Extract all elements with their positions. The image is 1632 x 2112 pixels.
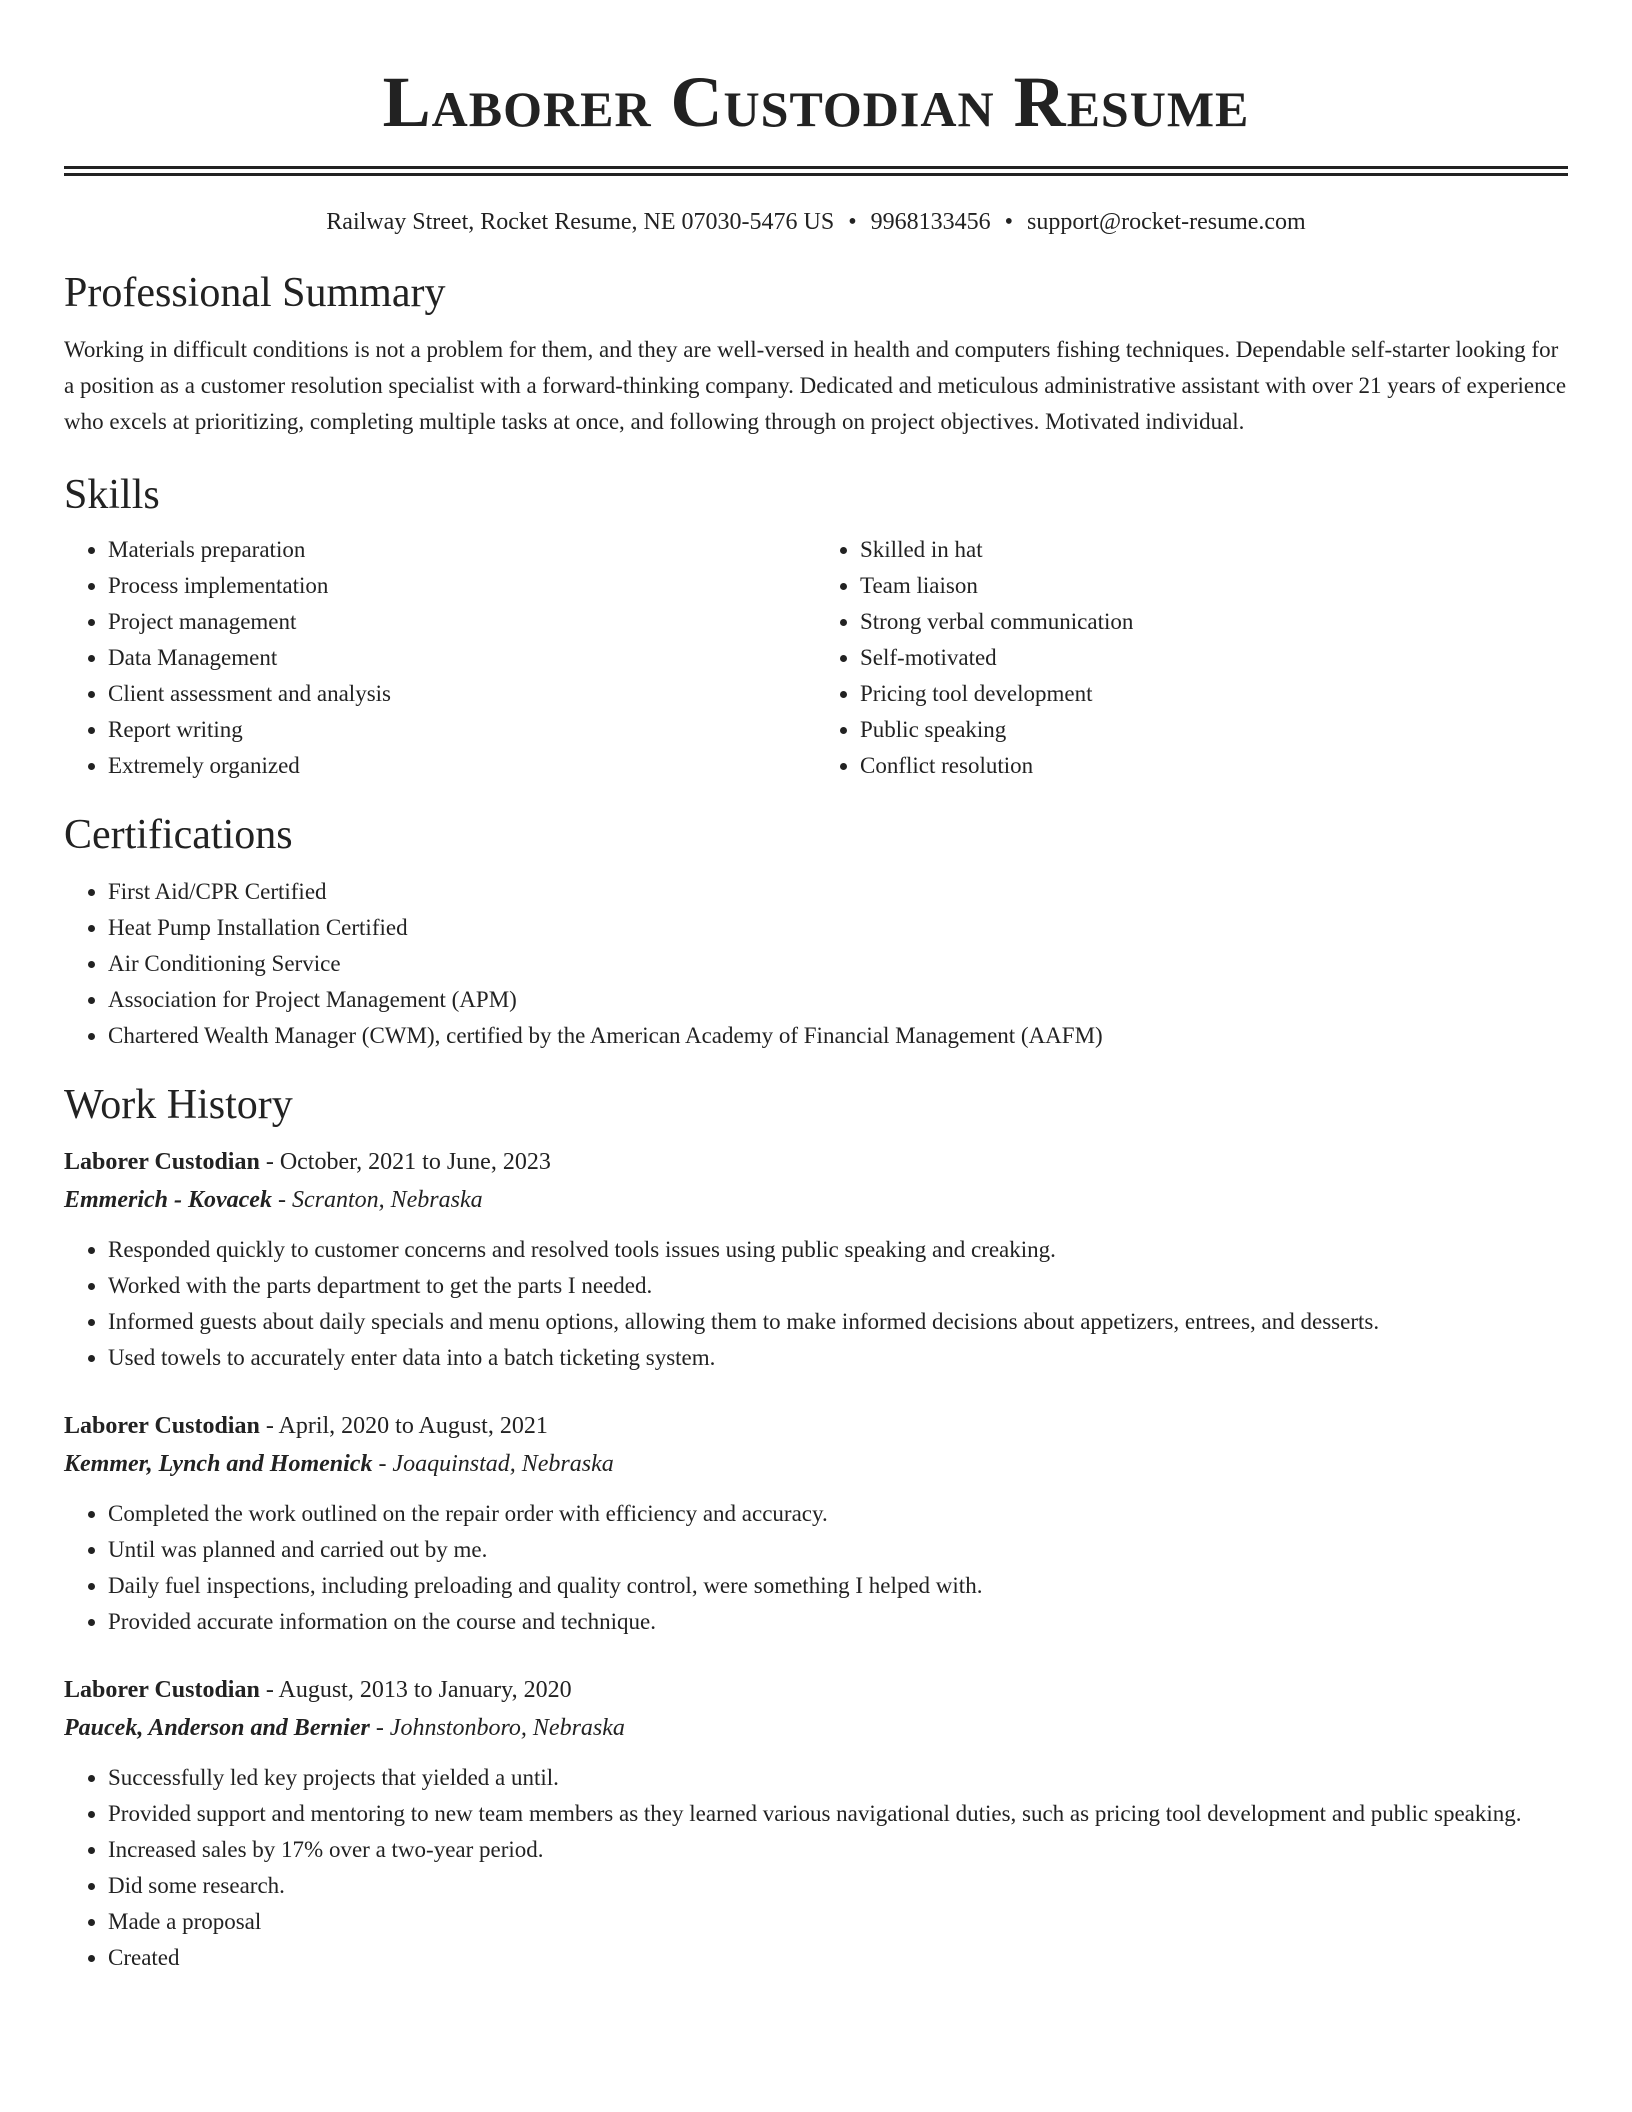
job-title-line — [64, 1672, 1568, 1708]
job-location: - Joaquinstad, Nebraska — [372, 1451, 614, 1477]
job-bullet: • Worked with the parts department to get the parts I needed. — [108, 1268, 1568, 1304]
job-bullet: • Provided support and mentoring to new team members as they learned various navigational duties, such as pricing tool development and public speaking. — [108, 1796, 1568, 1832]
skill-item: • Pricing tool development — [860, 676, 1568, 712]
job-bullet: • Increased sales by 17% over a two-year period. — [108, 1832, 1568, 1868]
skill-item: • Team liaison — [860, 568, 1568, 604]
job-bullet: • Informed guests about daily specials and menu options, allowing them to make informed decisions about appetizers, entrees, and desserts. — [108, 1304, 1568, 1340]
job-dates: - April, 2020 to August, 2021 — [259, 1413, 548, 1439]
certifications-heading: Certifications — [64, 812, 293, 858]
skills-columns — [64, 532, 1568, 784]
job-entry — [64, 1408, 1568, 1640]
job-bullet: • Provided accurate information on the course and technique. — [108, 1604, 1568, 1640]
job-bullet: • Made a proposal — [108, 1904, 1568, 1940]
job-bullet: • Responded quickly to customer concerns and resolved tools issues using public speaking and creaking. — [108, 1232, 1568, 1268]
certifications-list — [64, 874, 1568, 1054]
resume-page — [64, 0, 1568, 1976]
skills-right-list — [816, 532, 1568, 784]
skill-item: • Client assessment and analysis — [108, 676, 816, 712]
job-bullet: • Created — [108, 1940, 1568, 1976]
skill-item: • Skilled in hat — [860, 532, 1568, 568]
certification-item: • Heat Pump Installation Certified — [108, 910, 1568, 946]
job-title-line — [64, 1144, 1568, 1180]
skill-item: • Extremely organized — [108, 748, 816, 784]
job-title: Laborer Custodian — [64, 1149, 260, 1175]
job-dates: - August, 2013 to January, 2020 — [259, 1677, 572, 1703]
job-bullet: • Daily fuel inspections, including preloading and quality control, were something I helped with. — [108, 1568, 1568, 1604]
job-company-line — [64, 1708, 1568, 1748]
certification-item: • Association for Project Management (APM) — [108, 982, 1568, 1018]
job-title-line — [64, 1408, 1568, 1444]
job-bullet: • Completed the work outlined on the repair order with efficiency and accuracy. — [108, 1496, 1568, 1532]
job-company: Emmerich - Kovacek — [64, 1187, 272, 1213]
certification-item: • First Aid/CPR Certified — [108, 874, 1568, 910]
skill-item: • Public speaking — [860, 712, 1568, 748]
skill-item: • Report writing — [108, 712, 816, 748]
contact-email: support@rocket-resume.com — [1027, 209, 1306, 235]
skill-item: • Data Management — [108, 640, 816, 676]
job-bullets — [64, 1232, 1568, 1376]
job-bullet: • Until was planned and carried out by me. — [108, 1532, 1568, 1568]
job-entry — [64, 1144, 1568, 1376]
skill-item: • Conflict resolution — [860, 748, 1568, 784]
skills-left-list — [64, 532, 816, 784]
contact-separator: • — [848, 209, 857, 235]
job-location: - Johnstonboro, Nebraska — [369, 1715, 625, 1741]
job-title: Laborer Custodian — [64, 1413, 260, 1439]
skill-item: • Strong verbal communication — [860, 604, 1568, 640]
skill-item: • Materials preparation — [108, 532, 816, 568]
job-entry — [64, 1672, 1568, 1976]
skill-item: • Project management — [108, 604, 816, 640]
certification-item: • Chartered Wealth Manager (CWM), certified by the American Academy of Financial Management (AAFM) — [108, 1018, 1568, 1054]
job-company: Kemmer, Lynch and Homenick — [64, 1451, 373, 1477]
work-history-heading: Work History — [64, 1082, 293, 1128]
job-bullet: • Used towels to accurately enter data into a batch ticketing system. — [108, 1340, 1568, 1376]
job-bullet: • Did some research. — [108, 1868, 1568, 1904]
summary-text: Working in difficult conditions is not a problem for them, and they are well-versed in health and computers fishing techniques. Dependable self-starter looking for a position as a customer resolution specialist with a forward-thinking company. Dedicated and meticulous administrative assistant with over 21 years of experience who excels at prioritizing, completing multiple tasks at once, and following through on project objectives. Motivated individual. — [64, 337, 1567, 434]
page-title: Laborer Custodian Resume — [382, 62, 1250, 142]
contact-address: Railway Street, Rocket Resume, NE 07030-5476 US — [326, 209, 835, 235]
skill-item: • Self-motivated — [860, 640, 1568, 676]
title-divider — [64, 166, 1568, 176]
job-bullets — [64, 1496, 1568, 1640]
job-title: Laborer Custodian — [64, 1677, 260, 1703]
job-dates: - October, 2021 to June, 2023 — [259, 1149, 551, 1175]
job-bullet: • Successfully led key projects that yielded a until. — [108, 1760, 1568, 1796]
job-bullets — [64, 1760, 1568, 1976]
contact-line — [64, 206, 1568, 238]
job-company-line — [64, 1444, 1568, 1484]
job-location: - Scranton, Nebraska — [271, 1187, 483, 1213]
summary-heading: Professional Summary — [64, 270, 446, 316]
certification-item: • Air Conditioning Service — [108, 946, 1568, 982]
job-company-line — [64, 1180, 1568, 1220]
contact-phone: 9968133456 — [870, 209, 991, 235]
skills-heading: Skills — [64, 472, 160, 518]
job-company: Paucek, Anderson and Bernier — [64, 1715, 370, 1741]
contact-separator: • — [1004, 209, 1014, 235]
skill-item: • Process implementation — [108, 568, 816, 604]
